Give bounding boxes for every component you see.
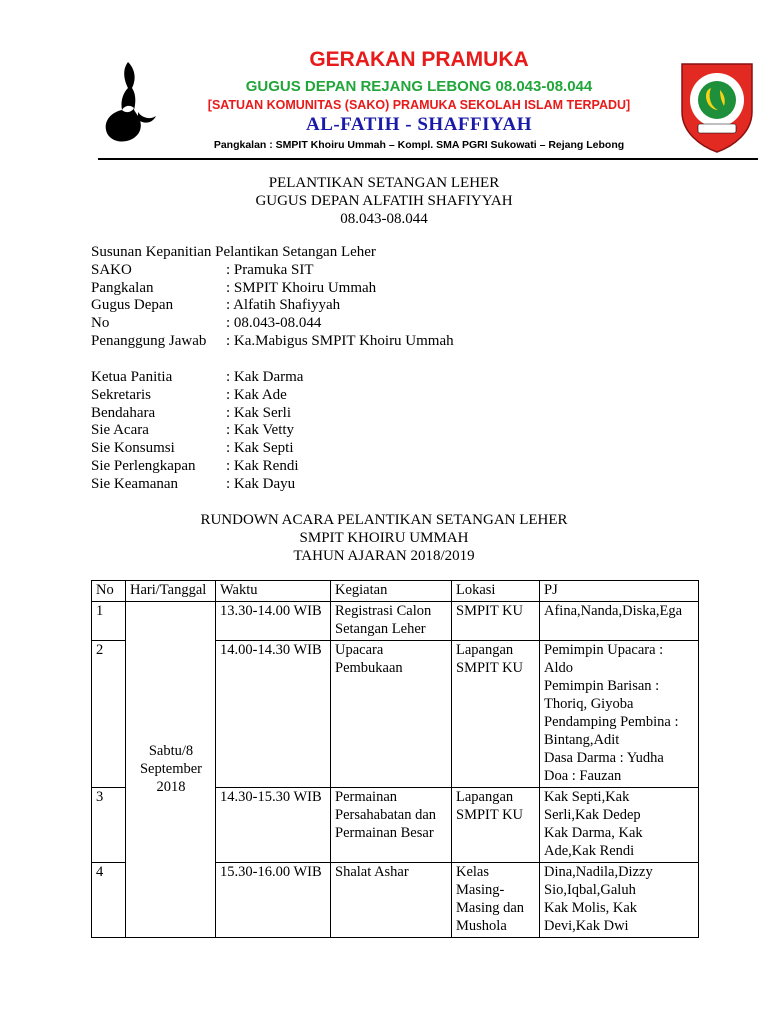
info-value: : SMPIT Khoiru Ummah xyxy=(226,279,377,296)
committee-member: : Kak Vetty xyxy=(226,422,295,439)
date-line: Sabtu/8 xyxy=(148,742,194,759)
location-line: Kelas xyxy=(456,864,490,880)
tunas-kelapa-logo-icon xyxy=(98,58,160,148)
table-header-cell: Hari/Tanggal xyxy=(126,581,216,602)
committee-role: Sekretaris xyxy=(91,386,151,403)
info-row xyxy=(91,297,454,315)
activity-line: Pembukaan xyxy=(335,660,403,676)
pj-line: Pendamping Pembina : xyxy=(544,714,679,730)
rundown-heading-line: TAHUN AJARAN 2018/2019 xyxy=(293,548,475,564)
cell-no: 4 xyxy=(92,863,126,938)
letterhead-sako: [SATUAN KOMUNITAS (SAKO) PRAMUKA SEKOLAH ISLAM TERPADU] xyxy=(207,98,631,112)
info-value: : Alfatih Shafiyyah xyxy=(226,297,341,314)
rundown-heading-line: RUNDOWN ACARA PELANTIKAN SETANGAN LEHER xyxy=(200,512,568,528)
table-header-row xyxy=(92,581,699,602)
document-heading xyxy=(0,174,768,228)
location-line: SMPIT KU xyxy=(456,603,524,619)
committee-role: Bendahara xyxy=(91,404,156,421)
info-value: : 08.043-08.044 xyxy=(226,315,322,332)
committee-title: Susunan Kepanitian Pelantikan Setangan Leher xyxy=(91,244,376,260)
table-row xyxy=(92,602,699,641)
pj-line: Serli,Kak Dedep xyxy=(544,807,641,823)
cell-pj xyxy=(540,602,699,641)
activity-line: Registrasi Calon xyxy=(335,603,432,619)
committee-row xyxy=(91,369,303,387)
location-line: SMPIT KU xyxy=(456,660,524,676)
committee-role: Ketua Panitia xyxy=(91,369,173,385)
info-row xyxy=(91,315,454,333)
cell-location xyxy=(452,641,540,788)
cell-time: 14.30-15.30 WIB xyxy=(216,788,331,863)
date-line: September xyxy=(139,760,202,777)
cell-time: 14.00-14.30 WIB xyxy=(216,641,331,788)
pj-line: Kak Darma, Kak xyxy=(544,825,643,841)
cell-activity xyxy=(331,788,452,863)
info-key: SAKO xyxy=(91,261,132,278)
cell-pj xyxy=(540,863,699,938)
cell-no: 1 xyxy=(92,602,126,641)
info-row xyxy=(91,333,454,351)
committee-row xyxy=(91,387,303,405)
pj-line: Devi,Kak Dwi xyxy=(544,918,629,934)
committee-member: : Kak Ade xyxy=(226,386,287,403)
pj-line: Doa : Fauzan xyxy=(544,768,622,784)
committee-role: Sie Keamanan xyxy=(91,475,179,492)
info-key: No xyxy=(91,315,110,332)
committee-block xyxy=(91,369,303,494)
location-line: SMPIT KU xyxy=(456,807,524,823)
rundown-table xyxy=(91,580,699,938)
cell-activity xyxy=(331,863,452,938)
committee-member: : Kak Septi xyxy=(226,440,294,457)
table-header-cell: Lokasi xyxy=(452,581,540,602)
activity-line: Permainan Besar xyxy=(335,825,434,841)
cell-pj xyxy=(540,788,699,863)
committee-row xyxy=(91,440,303,458)
info-row xyxy=(91,280,454,298)
committee-row xyxy=(91,422,303,440)
pj-line: Pemimpin Barisan : xyxy=(544,678,660,694)
pj-line: Afina,Nanda,Diska,Ega xyxy=(544,603,683,619)
location-line: Lapangan xyxy=(456,642,514,658)
heading-line: GUGUS DEPAN ALFATIH SHAFIYYAH xyxy=(255,193,513,209)
cell-activity xyxy=(331,641,452,788)
heading-line: 08.043-08.044 xyxy=(340,211,428,227)
letterhead-unit-name: AL-FATIH - SHAFFIYAH xyxy=(305,114,533,135)
info-value: : Ka.Mabigus SMPIT Khoiru Ummah xyxy=(226,332,454,349)
committee-role: Sie Acara xyxy=(91,422,149,439)
cell-pj xyxy=(540,641,699,788)
rundown-heading-line: SMPIT KHOIRU UMMAH xyxy=(299,530,469,546)
date-line: 2018 xyxy=(156,778,186,795)
activity-line: Upacara xyxy=(335,642,384,658)
pj-line: Thoriq, Giyoba xyxy=(544,696,634,712)
activity-line: Permainan xyxy=(335,789,398,805)
committee-member: : Kak Serli xyxy=(226,404,291,421)
activity-line: Setangan Leher xyxy=(335,621,426,637)
pj-line: Pemimpin Upacara : xyxy=(544,642,664,658)
pj-line: Kak Septi,Kak xyxy=(544,789,630,805)
info-block xyxy=(91,244,454,351)
pj-line: Ade,Kak Rendi xyxy=(544,843,635,859)
cell-location xyxy=(452,602,540,641)
info-key: Pangkalan xyxy=(91,279,154,296)
cell-time: 13.30-14.00 WIB xyxy=(216,602,331,641)
cell-no: 3 xyxy=(92,788,126,863)
cell-date xyxy=(126,602,216,938)
table-header-cell: PJ xyxy=(540,581,699,602)
committee-member: : Kak Rendi xyxy=(226,457,299,474)
pj-line: Aldo xyxy=(544,660,573,676)
pramuka-sit-shield-icon xyxy=(678,60,756,154)
cell-activity xyxy=(331,602,452,641)
rundown-heading xyxy=(0,511,768,565)
cell-location xyxy=(452,788,540,863)
location-line: Mushola xyxy=(456,918,507,934)
info-key: Gugus Depan xyxy=(91,297,174,314)
table-header-cell: No xyxy=(92,581,126,602)
pj-line: Sio,Iqbal,Galuh xyxy=(544,882,636,898)
info-key: Penanggung Jawab xyxy=(91,332,207,349)
activity-line: Persahabatan dan xyxy=(335,807,437,823)
pj-line: Kak Molis, Kak xyxy=(544,900,638,916)
table-header-cell: Waktu xyxy=(216,581,331,602)
letterhead-divider xyxy=(98,158,758,160)
heading-line: PELANTIKAN SETANGAN LEHER xyxy=(268,175,500,191)
committee-row xyxy=(91,458,303,476)
committee-role: Sie Perlengkapan xyxy=(91,457,196,474)
letterhead-address: Pangkalan : SMPIT Khoiru Ummah – Kompl. SMA PGRI Sukowati – Rejang Lebong xyxy=(213,139,625,151)
pj-line: Dasa Darma : Yudha xyxy=(544,750,664,766)
location-line: Masing- xyxy=(456,882,505,898)
location-line: Lapangan xyxy=(456,789,514,805)
table-header-cell: Kegiatan xyxy=(331,581,452,602)
committee-role: Sie Konsumsi xyxy=(91,440,175,457)
committee-member: : Kak Darma xyxy=(226,369,304,385)
letterhead-gudep: GUGUS DEPAN REJANG LEBONG 08.043-08.044 xyxy=(245,78,593,95)
info-value: : Pramuka SIT xyxy=(226,261,314,278)
letterhead-title: GERAKAN PRAMUKA xyxy=(309,48,529,71)
committee-row xyxy=(91,405,303,423)
cell-no: 2 xyxy=(92,641,126,788)
location-line: Masing dan xyxy=(456,900,525,916)
pj-line: Dina,Nadila,Dizzy xyxy=(544,864,653,880)
info-row xyxy=(91,262,454,280)
cell-time: 15.30-16.00 WIB xyxy=(216,863,331,938)
activity-line: Shalat Ashar xyxy=(335,864,409,880)
cell-location xyxy=(452,863,540,938)
committee-row xyxy=(91,476,303,494)
pj-line: Bintang,Adit xyxy=(544,732,620,748)
committee-member: : Kak Dayu xyxy=(226,475,296,492)
